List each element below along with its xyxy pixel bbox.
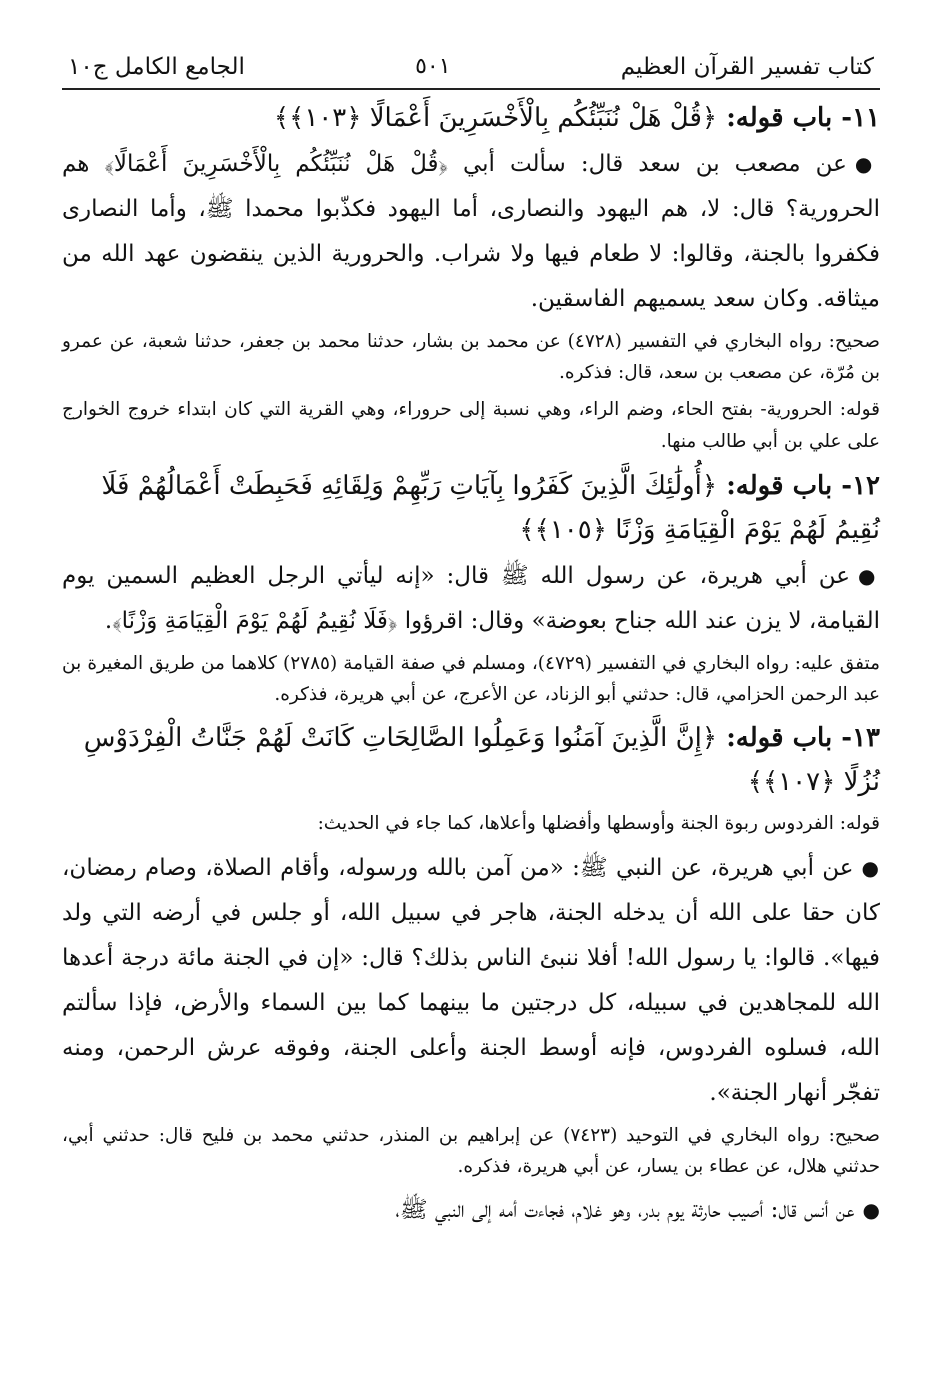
page-number: ٥٠١	[415, 54, 451, 79]
heading-label: ١٢- باب قوله:	[726, 471, 880, 501]
takhrij-note: صحيح: رواه البخاري في التفسير (٤٧٢٨) عن محمد بن بشار، حدثنا محمد بن جعفر، حدثنا شعبة، عن عمرو بن مُرّة، عن مصعب بن سعد، قال: فذكره.	[62, 331, 880, 383]
commentary-note: قوله: الفردوس ربوة الجنة وأوسطها وأفضلها وأعلاها، كما جاء في الحديث:	[317, 813, 880, 834]
bullet-icon: ●	[861, 856, 880, 880]
quran-verse: ﴿إِنَّ الَّذِينَ آمَنُوا وَعَمِلُوا الصَّالِحَاتِ كَانَتْ لَهُمْ جَنَّاتُ الْفِرْدَوْسِ نُزُلًا ﴿١٠٧﴾﴾	[83, 723, 880, 797]
volume-label: الجامع الكامل ج١٠	[68, 54, 245, 80]
hadith-text: عن أنس قال: أصيب حارثة يوم بدر، وهو غلام، فجاءت أمه إلى النبي ﷺ،	[395, 1197, 855, 1223]
bullet-icon: ●	[854, 152, 881, 176]
running-header	[62, 52, 880, 90]
hadith-paragraph	[62, 142, 880, 322]
quran-verse: ﴿قُلْ هَلْ نُنَبِّئُكُم بِالْأَخْسَرِينَ أَعْمَالًا ﴿١٠٣﴾﴾	[273, 103, 718, 133]
section-heading	[62, 96, 880, 140]
hadith-paragraph	[62, 554, 880, 644]
section-heading	[62, 716, 880, 804]
heading-label: ١١- باب قوله:	[726, 103, 880, 133]
hadith-paragraph	[62, 1188, 880, 1233]
book-title: كتاب تفسير القرآن العظيم	[620, 54, 874, 80]
hadith-text: عن أبي هريرة، عن رسول الله ﷺ قال: «إنه ليأتي الرجل العظيم السمين يوم القيامة، لا يزن عند الله جناح بعوضة» وقال: اقرؤوا ﴿فَلَا نُقِيمُ لَهُمْ يَوْمَ الْقِيَامَةِ وَزْنًا﴾.	[62, 563, 880, 634]
commentary-note: قوله: الحرورية- بفتح الحاء، وضم الراء، وهي نسبة إلى حروراء، وهي القرية التي كان ابتداء خروج الخوارج على علي بن أبي طالب منها.	[62, 399, 880, 452]
takhrij-note: صحيح: رواه البخاري في التوحيد (٧٤٢٣) عن إبراهيم بن المنذر، حدثني محمد بن فليح قال: حدثني أبي، حدثني هلال، عن عطاء بن يسار، عن أبي هريرة، فذكره.	[62, 1125, 880, 1177]
section-bab-12	[62, 464, 880, 710]
quran-verse: ﴿أُولَٰئِكَ الَّذِينَ كَفَرُوا بِآيَاتِ رَبِّهِمْ وَلِقَائِهِ فَحَبِطَتْ أَعْمَالُهُمْ فَلَا نُقِيمُ لَهُمْ يَوْمَ الْقِيَامَةِ وَزْنًا ﴿١٠٥﴾﴾	[101, 471, 880, 545]
takhrij-note: متفق عليه: رواه البخاري في التفسير (٤٧٢٩)، ومسلم في صفة القيامة (٢٧٨٥) كلاهما من طريق المغيرة بن عبد الرحمن الحزامي، قال: حدثني أبو الزناد، عن الأعرج، عن أبي هريرة، فذكره.	[62, 653, 880, 705]
hadith-paragraph	[62, 846, 880, 1116]
section-bab-13	[62, 716, 880, 1233]
section-bab-11	[62, 96, 880, 458]
bullet-icon: ●	[862, 1198, 880, 1222]
bullet-icon: ●	[857, 564, 880, 588]
heading-label: ١٣- باب قوله:	[726, 723, 880, 753]
hadith-text: عن أبي هريرة، عن النبي ﷺ: «من آمن بالله ورسوله، وأقام الصلاة، وصام رمضان، كان حقا على الله أن يدخله الجنة، هاجر في سبيل الله، أو جلس في أرضه التي ولد فيها». قالوا: يا رسول الله! أفلا ننبئ الناس بذلك؟ قال: «إن في الجنة مائة درجة أعدها الله للمجاهدين في سبيله، كل درجتين ما بينهما كما بين السماء والأرض، فإذا سألتم الله، فسلوه الفردوس، فإنه أوسط الجنة وأعلى الجنة، وفوقه عرش الرحمن، ومنه تفجّر أنهار الجنة».	[62, 855, 880, 1106]
hadith-text: عن مصعب بن سعد قال: سألت أبي ﴿قُلْ هَلْ نُنَبِّئُكُم بِالْأَخْسَرِينَ أَعْمَالًا﴾ هم الحرورية؟ قال: لا، هم اليهود والنصارى، أما اليهود فكذّبوا محمدا ﷺ، وأما النصارى فكفروا بالجنة، وقالوا: لا طعام فيها ولا شراب. والحرورية الذين ينقضون عهد الله من ميثاقه. وكان سعد يسميهم الفاسقين.	[62, 151, 880, 312]
section-heading	[62, 464, 880, 552]
